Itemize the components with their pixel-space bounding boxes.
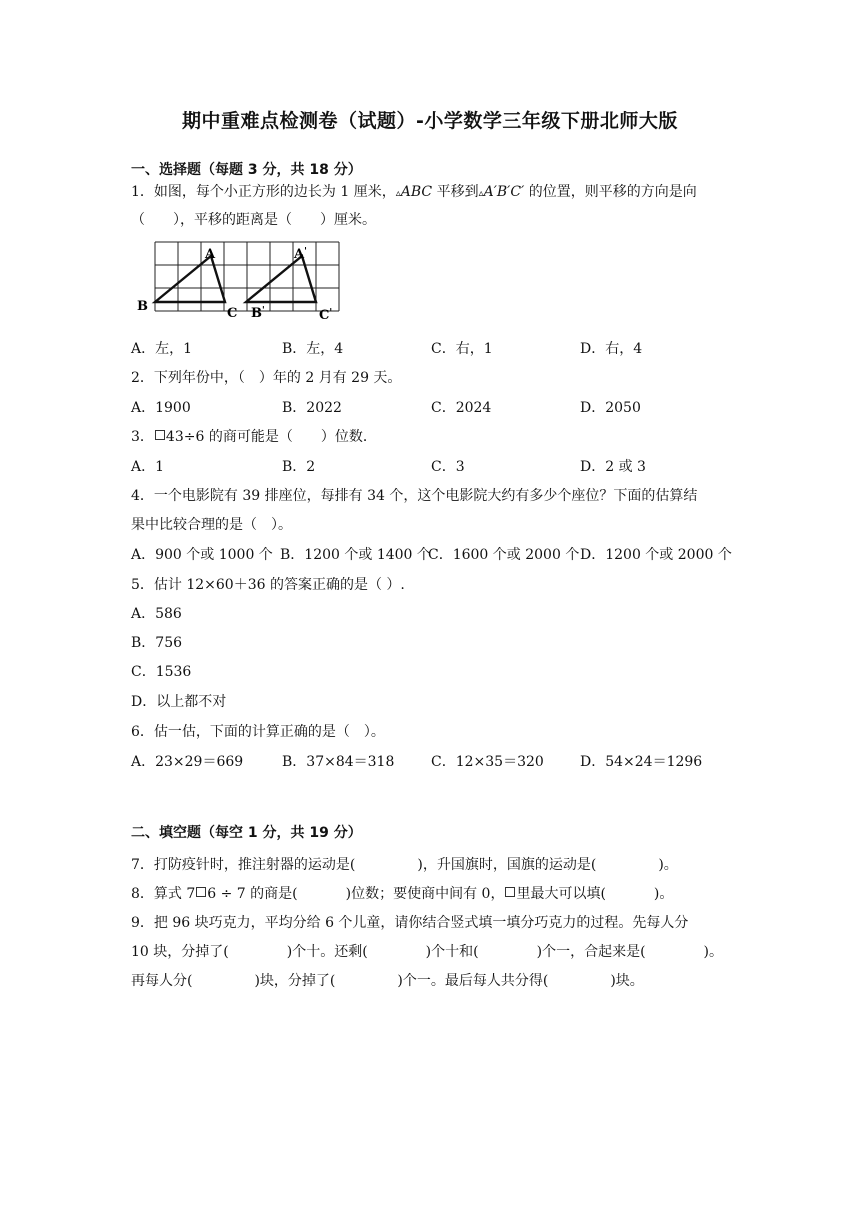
question-8: 8．算式 7 6 ÷ 7 的商是( )位数；要使商中间有 0， 里最大可以填( )。 — [131, 886, 674, 902]
question-3: 3． 43÷6 的商可能是（ ）位数． — [131, 429, 377, 445]
blank-box — [196, 887, 206, 897]
q5-option-b[interactable]: B．756 — [131, 635, 183, 651]
label-a-prime: A' — [294, 247, 307, 262]
q3-option-a[interactable]: A．1 — [131, 459, 165, 475]
question-4-line-1: 4．一个电影院有 39 排座位，每排有 34 个，这个电影院大约有多少个座位？下面的估算结 — [131, 488, 698, 504]
question-2: 2．下列年份中，（ ）年的 2 月有 29 天。 — [131, 370, 402, 386]
q5-option-a[interactable]: A．586 — [131, 606, 182, 622]
question-9-line-1: 9．把 96 块巧克力，平均分给 6 个儿童，请你结合竖式填一填分巧克力的过程。先每人分 — [131, 915, 689, 931]
label-c: C — [227, 306, 238, 321]
triangle-abc — [155, 256, 225, 302]
q4-option-d[interactable]: D．1200 个或 2000 个 — [580, 547, 732, 563]
q1-option-b[interactable]: B．左，4 — [282, 341, 344, 357]
q6-option-a[interactable]: A．23×29＝669 — [131, 754, 244, 770]
q2-option-d[interactable]: D．2050 — [580, 400, 641, 416]
question-5: 5．估计 12×60＋36 的答案正确的是（ ）. — [131, 577, 405, 593]
label-c-prime: C' — [319, 308, 333, 323]
question-9-line-3: 再每人分( )块，分掉了( )个一。最后每人共分得( )块。 — [131, 973, 644, 989]
q4-option-a[interactable]: A．900 个或 1000 个 — [131, 547, 273, 563]
q1-option-a[interactable]: A．左，1 — [131, 341, 193, 357]
label-b: B — [137, 299, 148, 314]
q4-option-b[interactable]: B．1200 个或 1400 个 — [280, 547, 431, 563]
q3-option-d[interactable]: D．2 或 3 — [580, 459, 646, 475]
question-9-line-2: 10 块，分掉了( )个十。还剩( )个十和( )个一，合起来是( )。 — [131, 944, 724, 960]
q3-option-b[interactable]: B．2 — [282, 459, 316, 475]
q2-option-a[interactable]: A．1900 — [131, 400, 191, 416]
blank-box — [505, 887, 515, 897]
q1-option-d[interactable]: D．右，4 — [580, 341, 643, 357]
question-1-line-2: （ ），平移的距离是（ ）厘米。 — [131, 212, 376, 228]
question-7: 7．打防疫针时，推注射器的运动是( )，升国旗时，国旗的运动是( )。 — [131, 857, 678, 873]
q3-option-c[interactable]: C．3 — [431, 459, 465, 475]
section-1-heading: 一、选择题（每题 3 分，共 18 分） — [131, 162, 362, 178]
q6-option-b[interactable]: B．37×84＝318 — [282, 754, 395, 770]
q6-option-c[interactable]: C．12×35＝320 — [431, 754, 544, 770]
q5-option-d[interactable]: D．以上都不对 — [131, 694, 227, 710]
page-title: 期中重难点检测卷（试题）-小学数学三年级下册北师大版 — [182, 110, 678, 132]
triangle-a-prime-b-prime-c-prime — [246, 256, 316, 302]
label-b-prime: B' — [251, 306, 265, 321]
question-6: 6．估一估，下面的计算正确的是（ ）。 — [131, 724, 385, 740]
question-1-line-1: 1．如图，每个小正方形的边长为 1 厘米，▵ABC 平移到▵A′B′C′ 的位置，则平移的方向是向 — [131, 184, 697, 200]
q2-option-c[interactable]: C．2024 — [431, 400, 492, 416]
q4-option-c[interactable]: C．1600 个或 2000 个 — [428, 547, 580, 563]
q6-option-d[interactable]: D．54×24＝1296 — [580, 754, 703, 770]
q2-option-b[interactable]: B．2022 — [282, 400, 342, 416]
q1-option-c[interactable]: C．右，1 — [431, 341, 493, 357]
section-2-heading: 二、填空题（每空 1 分，共 19 分） — [131, 825, 362, 841]
label-a: A — [205, 247, 216, 262]
translation-grid-figure — [134, 238, 344, 328]
blank-box — [155, 430, 165, 440]
q5-option-c[interactable]: C．1536 — [131, 664, 192, 680]
question-4-line-2: 果中比较合理的是（ ）。 — [131, 517, 292, 533]
